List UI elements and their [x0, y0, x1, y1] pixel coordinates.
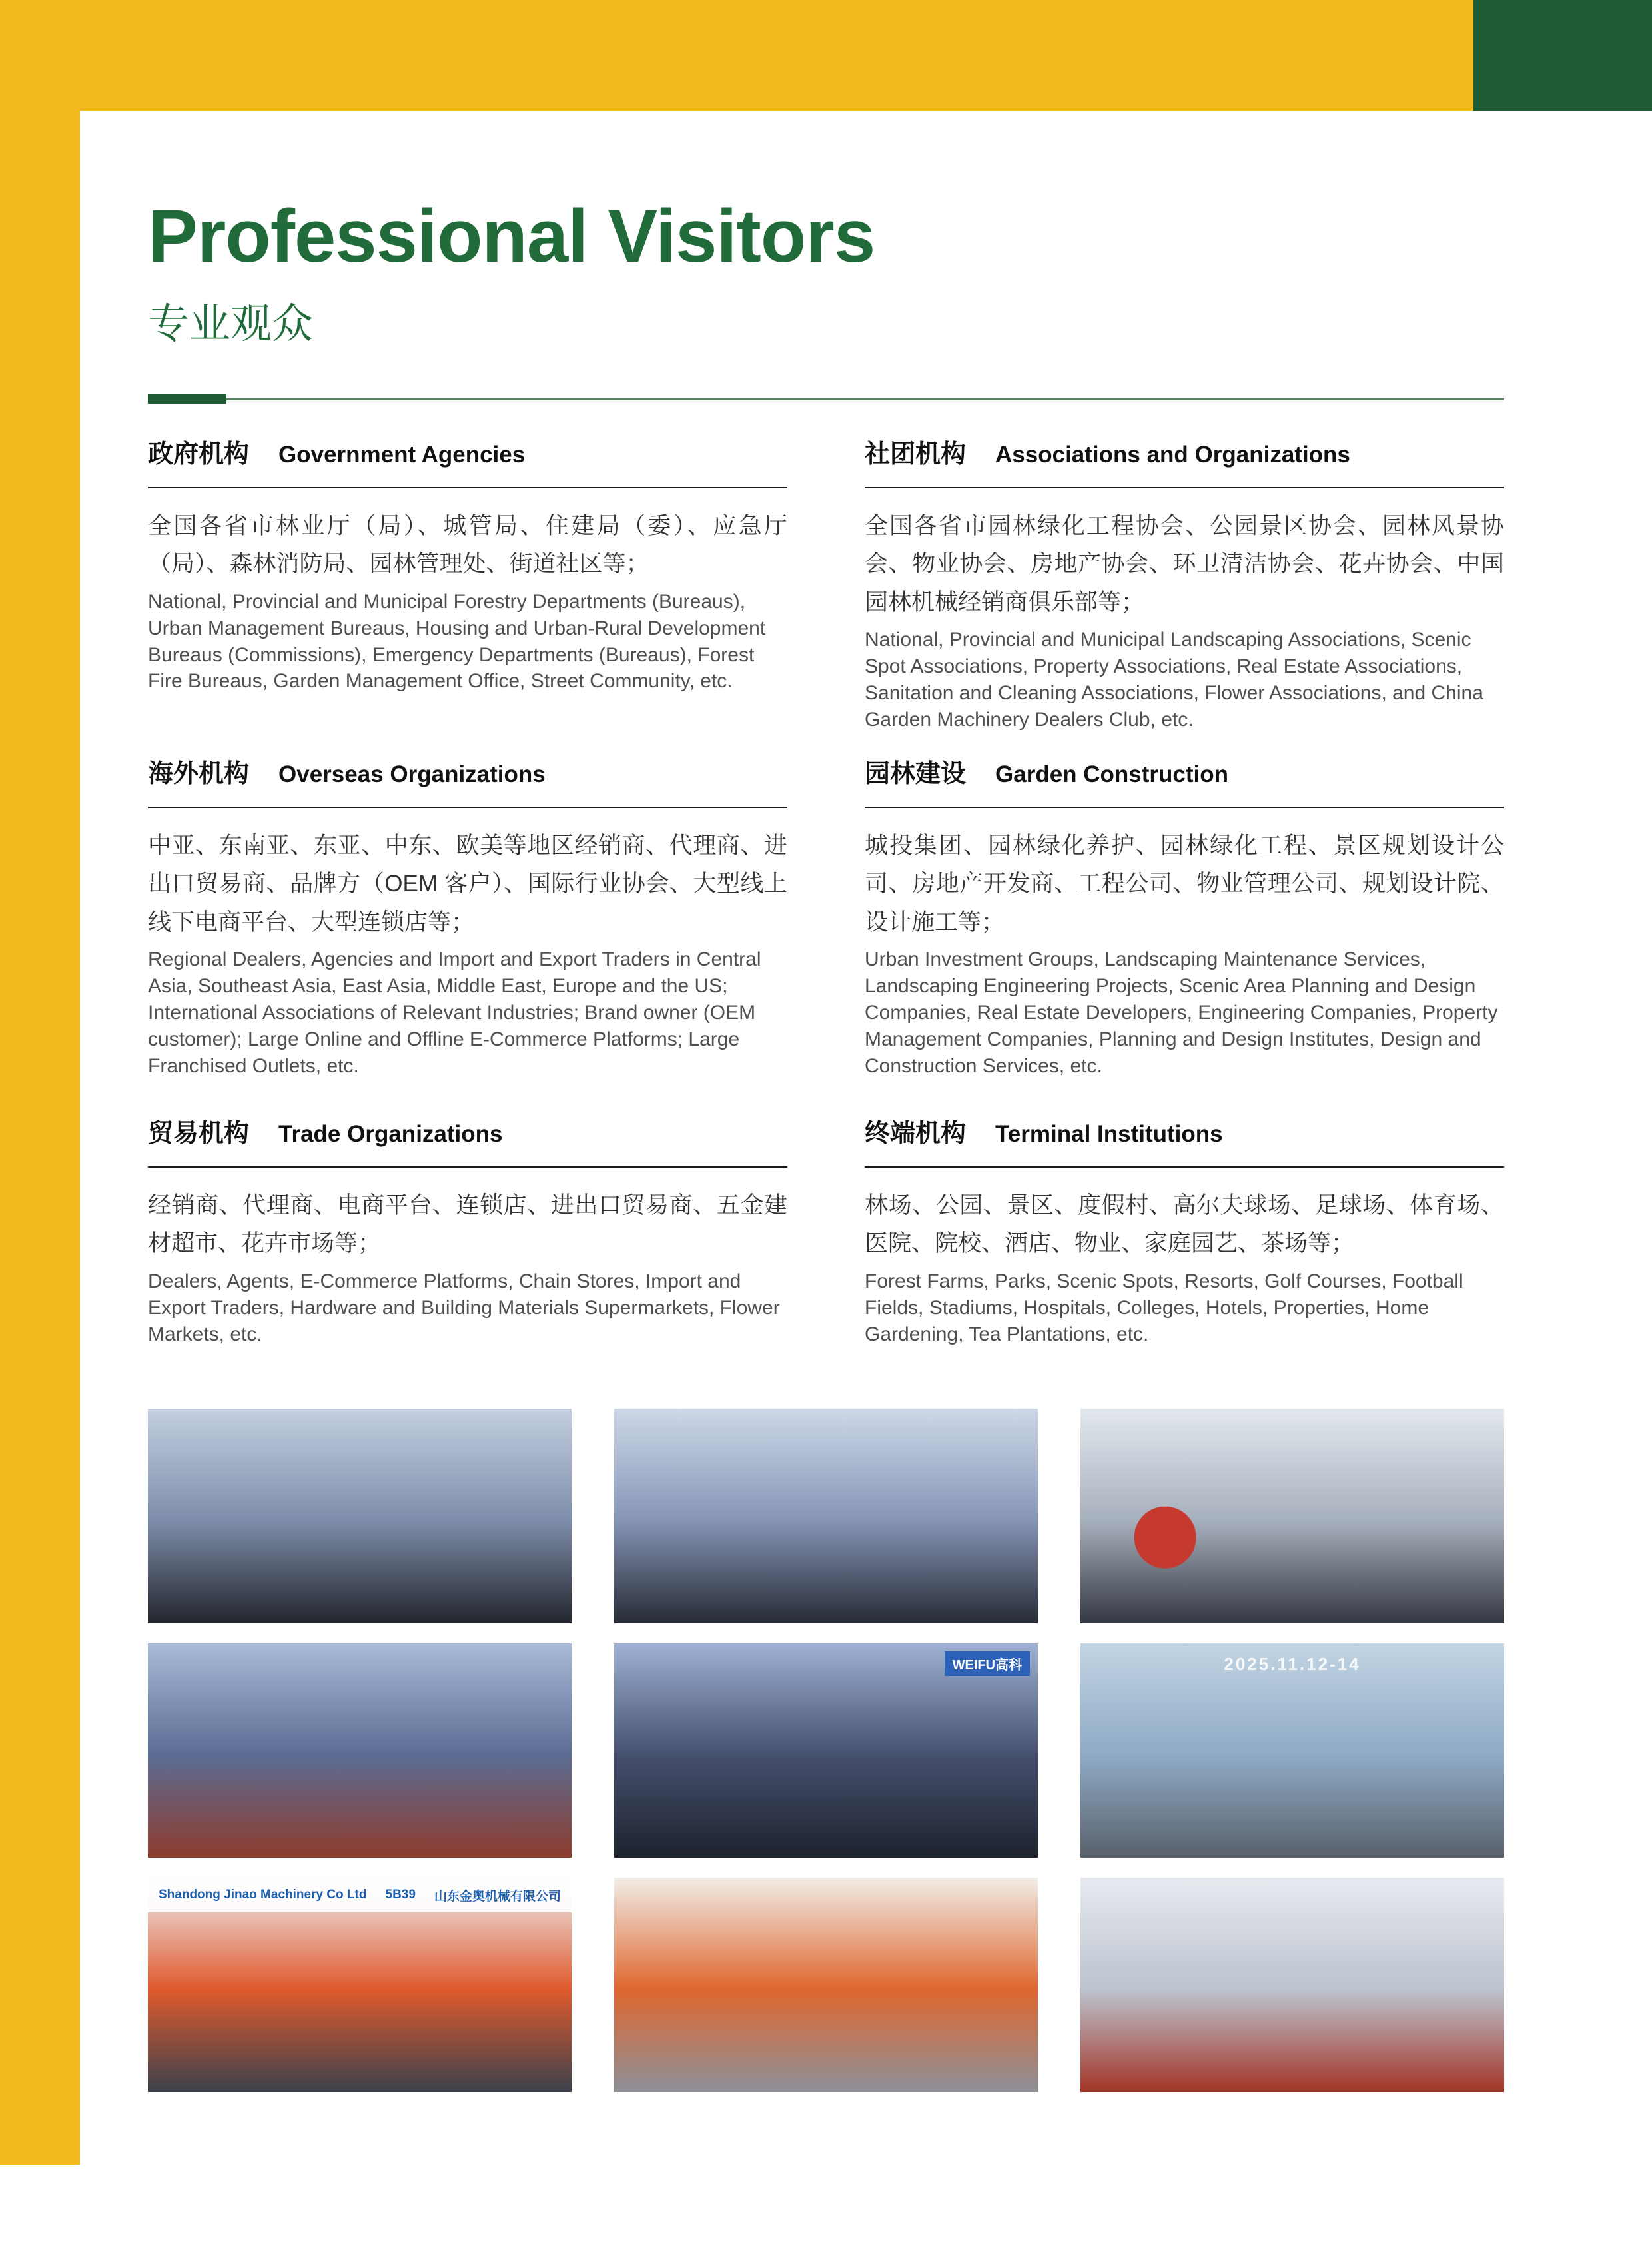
green-corner-block: [1473, 0, 1652, 111]
booth-sign: [148, 1878, 572, 1912]
photo-booth-consultation: [1080, 1409, 1504, 1623]
section-title-zh: 社团机构: [865, 440, 967, 468]
photo-expo-hall-crowd: [614, 1409, 1038, 1623]
section-title-en: Terminal Institutions: [995, 1121, 1223, 1147]
section-divider: [865, 807, 1504, 808]
section-title-en: Government Agencies: [278, 442, 526, 468]
booth-sign-en: Shandong Jinao Machinery Co Ltd: [159, 1888, 367, 1902]
section-header: [148, 1112, 787, 1149]
section-divider: [148, 807, 787, 808]
section-title-en: Trade Organizations: [278, 1121, 503, 1147]
photo-outdoor-group: [1080, 1643, 1504, 1858]
title-rule: [148, 394, 1504, 404]
booth-sign-zh: 山东金奥机械有限公司: [434, 1889, 561, 1904]
section-associations-organizations: [865, 433, 1504, 753]
section-title-zh: 海外机构: [148, 760, 250, 788]
section-header: [148, 753, 787, 789]
page-header: [148, 194, 1504, 404]
section-body-zh: 全国各省市园林绿化工程协会、公园景区协会、园林风景协会、物业协会、房地产协会、环卫清洁协会、花卉协会、中国园林机械经销商俱乐部等；: [865, 513, 1504, 615]
photo-jinao-booth-group: [148, 1878, 572, 2092]
section-header: [865, 433, 1504, 470]
photo-screen-text: 2025.11.12-14: [1224, 1654, 1361, 1674]
section-overseas-organizations: [148, 753, 787, 1112]
section-body-en: National, Provincial and Municipal Landscaping Associations, Scenic Spot Associations, Property Associations, Real Estate Associations, Sanitation and Cleaning Associations, Flower Associations, and China Garden Machinery Dealers Club, etc.: [865, 629, 1483, 731]
section-title-en: Overseas Organizations: [278, 761, 546, 787]
section-divider: [148, 487, 787, 488]
section-body-zh: 城投集团、园林绿化养护、园林绿化工程、景区规划设计公司、房地产开发商、工程公司、物业管理公司、规划设计院、设计施工等；: [865, 833, 1504, 935]
section-body-zh: 经销商、代理商、电商平台、连锁店、进出口贸易商、五金建材超市、花卉市场等；: [148, 1192, 787, 1257]
yellow-top-band: [0, 0, 1473, 111]
photo-expo-aisle-crowd: [148, 1409, 572, 1623]
yellow-side-bar: [0, 0, 80, 2165]
section-divider: [148, 1166, 787, 1168]
section-divider: [865, 487, 1504, 488]
section-terminal-institutions: [865, 1112, 1504, 1347]
section-body-en: Urban Investment Groups, Landscaping Maintenance Services, Landscaping Engineering Projects, Scenic Area Planning and Design Companies, Real Estate Developers, Engineering Companies, Property Management Companies, Planning and Design Institutes, Design and Construction Services, etc.: [865, 948, 1498, 1077]
section-garden-construction: [865, 753, 1504, 1112]
title-rule-thin: [148, 398, 1504, 400]
section-divider: [865, 1166, 1504, 1168]
section-header: [865, 753, 1504, 789]
section-header: [865, 1112, 1504, 1149]
section-body-en: Regional Dealers, Agencies and Import and Export Traders in Central Asia, Southeast Asia, East Asia, Middle East, Europe and the US; International Associations of Relevant Industries; Brand owner (OEM customer); Large Online and Offline E-Commerce Platforms; Large Franchised Outlets, etc.: [148, 948, 761, 1077]
photo-red-carpet-hall: [148, 1643, 572, 1858]
section-body-zh: 全国各省市林业厅（局）、城管局、住建局（委）、应急厅（局）、森林消防局、园林管理处、街道社区等；: [148, 513, 787, 577]
exhibition-photo-grid: [148, 1409, 1504, 2092]
visitor-sections-grid: [148, 433, 1504, 1347]
booth-number: 5B39: [385, 1888, 416, 1902]
section-body-en: Dealers, Agents, E-Commerce Platforms, Chain Stores, Import and Export Traders, Hardware and Building Materials Supermarkets, Flower Markets, etc.: [148, 1270, 780, 1345]
section-title-zh: 终端机构: [865, 1120, 967, 1148]
section-government-agencies: [148, 433, 787, 753]
title-rule-thick: [148, 394, 226, 404]
photo-sign-badge: WEIFU高科: [945, 1651, 1030, 1676]
section-body-zh: 中亚、东南亚、东亚、中东、欧美等地区经销商、代理商、进出口贸易商、品牌方（OEM 客户）、国际行业协会、大型线上线下电商平台、大型连锁店等；: [148, 833, 787, 935]
photo-generator-showroom: [1080, 1878, 1504, 2092]
photo-cice-booth: [614, 1878, 1038, 2092]
section-body-en: Forest Farms, Parks, Scenic Spots, Resorts, Golf Courses, Football Fields, Stadiums, Hospitals, Colleges, Hotels, Properties, Home Gardening, Tea Plantations, etc.: [865, 1270, 1463, 1345]
page-title: Professional Visitors: [148, 194, 875, 278]
section-title-en: Associations and Organizations: [995, 442, 1350, 468]
section-trade-organizations: [148, 1112, 787, 1347]
section-body-en: National, Provincial and Municipal Forestry Departments (Bureaus), Urban Management Bureaus, Housing and Urban-Rural Development Bureaus (Commissions), Emergency Departments (Bureaus), Forest Fire Bureaus, Garden Management Office, Street Community, etc.: [148, 590, 766, 693]
section-body-zh: 林场、公园、景区、度假村、高尔夫球场、足球场、体育场、医院、院校、酒店、物业、家庭园艺、茶场等；: [865, 1192, 1504, 1257]
section-title-zh: 政府机构: [148, 440, 250, 468]
section-title-zh: 贸易机构: [148, 1120, 250, 1148]
section-title-zh: 园林建设: [865, 760, 967, 788]
section-header: [148, 433, 787, 470]
section-title-en: Garden Construction: [995, 761, 1229, 787]
page-subtitle-zh: 专业观众: [148, 300, 314, 347]
photo-dense-crowd: [614, 1643, 1038, 1858]
